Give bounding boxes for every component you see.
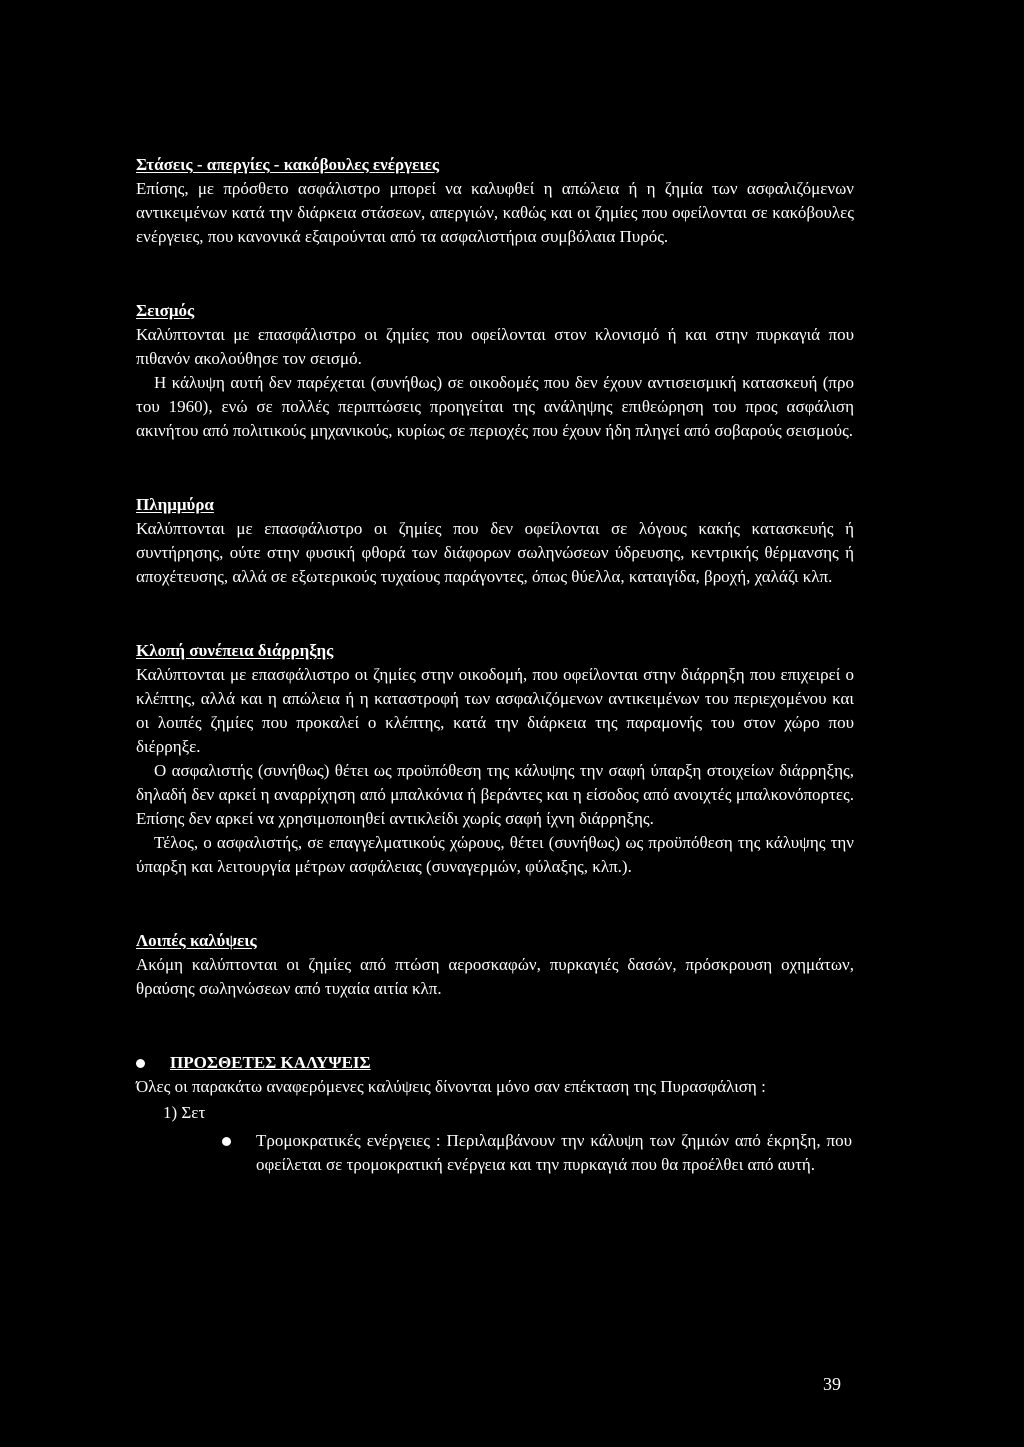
document-page	[136, 153, 854, 1177]
bullet-icon	[222, 1137, 231, 1146]
section-additional-coverage	[136, 1051, 854, 1177]
section-other-coverage	[136, 929, 854, 1001]
section-paragraph: Η κάλυψη αυτή δεν παρέχεται (συνήθως) σε οικοδομές που δεν έχουν αντισεισμική κατασκευή (προ του 1960), ενώ σε πολλές περιπτώσεις προηγείται της ανάληψης επιθεώρηση του προς ασφάλιση ακινήτου από πολιτικούς μηχανικούς, κυρίως σε περιοχές που έχουν ήδη πληγεί από σοβαρούς σεισμούς.	[136, 373, 854, 440]
section-paragraph: Καλύπτονται με επασφάλιστρο οι ζημίες που οφείλονται στον κλονισμό ή και στην πυρκαγιά που πιθανόν ακολούθησε τον σεισμό.	[136, 325, 854, 368]
section-earthquake	[136, 299, 854, 443]
section-heading: Σεισμός	[136, 301, 195, 320]
section-paragraph: Καλύπτονται με επασφάλιστρο οι ζημίες στην οικοδομή, που οφείλονται στην διάρρηξη που επιχειρεί ο κλέπτης, αλλά και η απώλεια ή η καταστροφή των ασφαλιζόμενων αντικειμένων του περιεχομένου και οι λοιπές ζημίες που προκαλεί ο κλέπτης, κατά την διάρκεια της παραμονής του στον χώρο που διέρρηξε.	[136, 665, 854, 756]
section-flood	[136, 493, 854, 589]
section-paragraph: Τέλος, ο ασφαλιστής, σε επαγγελματικούς χώρους, θέτει (συνήθως) ως προϋπόθεση της κάλυψης την ύπαρξη και λειτουργία μέτρων ασφάλειας (συναγερμών, φύλαξης, κλπ.).	[136, 833, 854, 876]
section-paragraph: Καλύπτονται με επασφάλιστρο οι ζημίες που δεν οφείλονται σε λόγους κακής κατασκευής ή συντήρησης, ούτε στην φυσική φθορά των διάφορων σωληνώσεων ύδρευσης, κεντρικής θέρμανσης ή αποχέτευσης, αλλά σε εξωτερικούς τυχαίους παράγοντες, όπως θύελλα, καταιγίδα, βροχή, χαλάζι κλπ.	[136, 519, 854, 586]
section-heading: Κλοπή συνέπεια διάρρηξης	[136, 641, 334, 660]
section-paragraph: Όλες οι παρακάτω αναφερόμενες καλύψεις δίνονται μόνο σαν επέκταση της Πυρασφάλιση :	[136, 1077, 766, 1096]
section-heading: Λοιπές καλύψεις	[136, 931, 257, 950]
bullet-heading-text: ΠΡΟΣΘΕΤΕΣ ΚΑΛΥΨΕΙΣ	[170, 1053, 371, 1072]
numbered-item: 1) Σετ	[163, 1103, 206, 1122]
section-strikes	[136, 153, 854, 249]
sub-bullet-item	[222, 1129, 854, 1177]
section-paragraph: Ακόμη καλύπτονται οι ζημίες από πτώση αεροσκαφών, πυρκαγιές δασών, πρόσκρουση οχημάτων, θραύσης σωληνώσεων από τυχαία αιτία κλπ.	[136, 955, 854, 998]
sub-bullet-text: Τρομοκρατικές ενέργειες : Περιλαμβάνουν την κάλυψη των ζημιών από έκρηξη, που οφείλεται σε τρομοκρατική ενέργεια και την πυρκαγιά που θα προέλθει από αυτή.	[256, 1131, 852, 1174]
section-paragraph: Επίσης, με πρόσθετο ασφάλιστρο μπορεί να καλυφθεί η απώλεια ή η ζημία των ασφαλιζόμενων αντικειμένων κατά την διάρκεια στάσεων, απεργιών, καθώς και οι ζημίες που οφείλονται σε κακόβουλες ενέργειες, που κανονικά εξαιρούνται από τα ασφαλιστήρια συμβόλαια Πυρός.	[136, 179, 854, 246]
section-burglary	[136, 639, 854, 879]
section-heading: Πλημμύρα	[136, 495, 214, 514]
section-paragraph: Ο ασφαλιστής (συνήθως) θέτει ως προϋπόθεση της κάλυψης την σαφή ύπαρξη στοιχείων διάρρηξης, δηλαδή δεν αρκεί η αναρρίχηση από μπαλκόνια ή βεράντες και η είσοδος από ανοιχτές μπαλκονόπορτες. Επίσης δεν αρκεί να χρησιμοποιηθεί αντικλείδι χωρίς σαφή ίχνη διάρρηξης.	[136, 761, 854, 828]
page-number: 39	[823, 1374, 841, 1394]
bullet-icon	[136, 1059, 145, 1068]
bullet-heading	[136, 1051, 854, 1075]
section-heading: Στάσεις - απεργίες - κακόβουλες ενέργειες	[136, 155, 440, 174]
